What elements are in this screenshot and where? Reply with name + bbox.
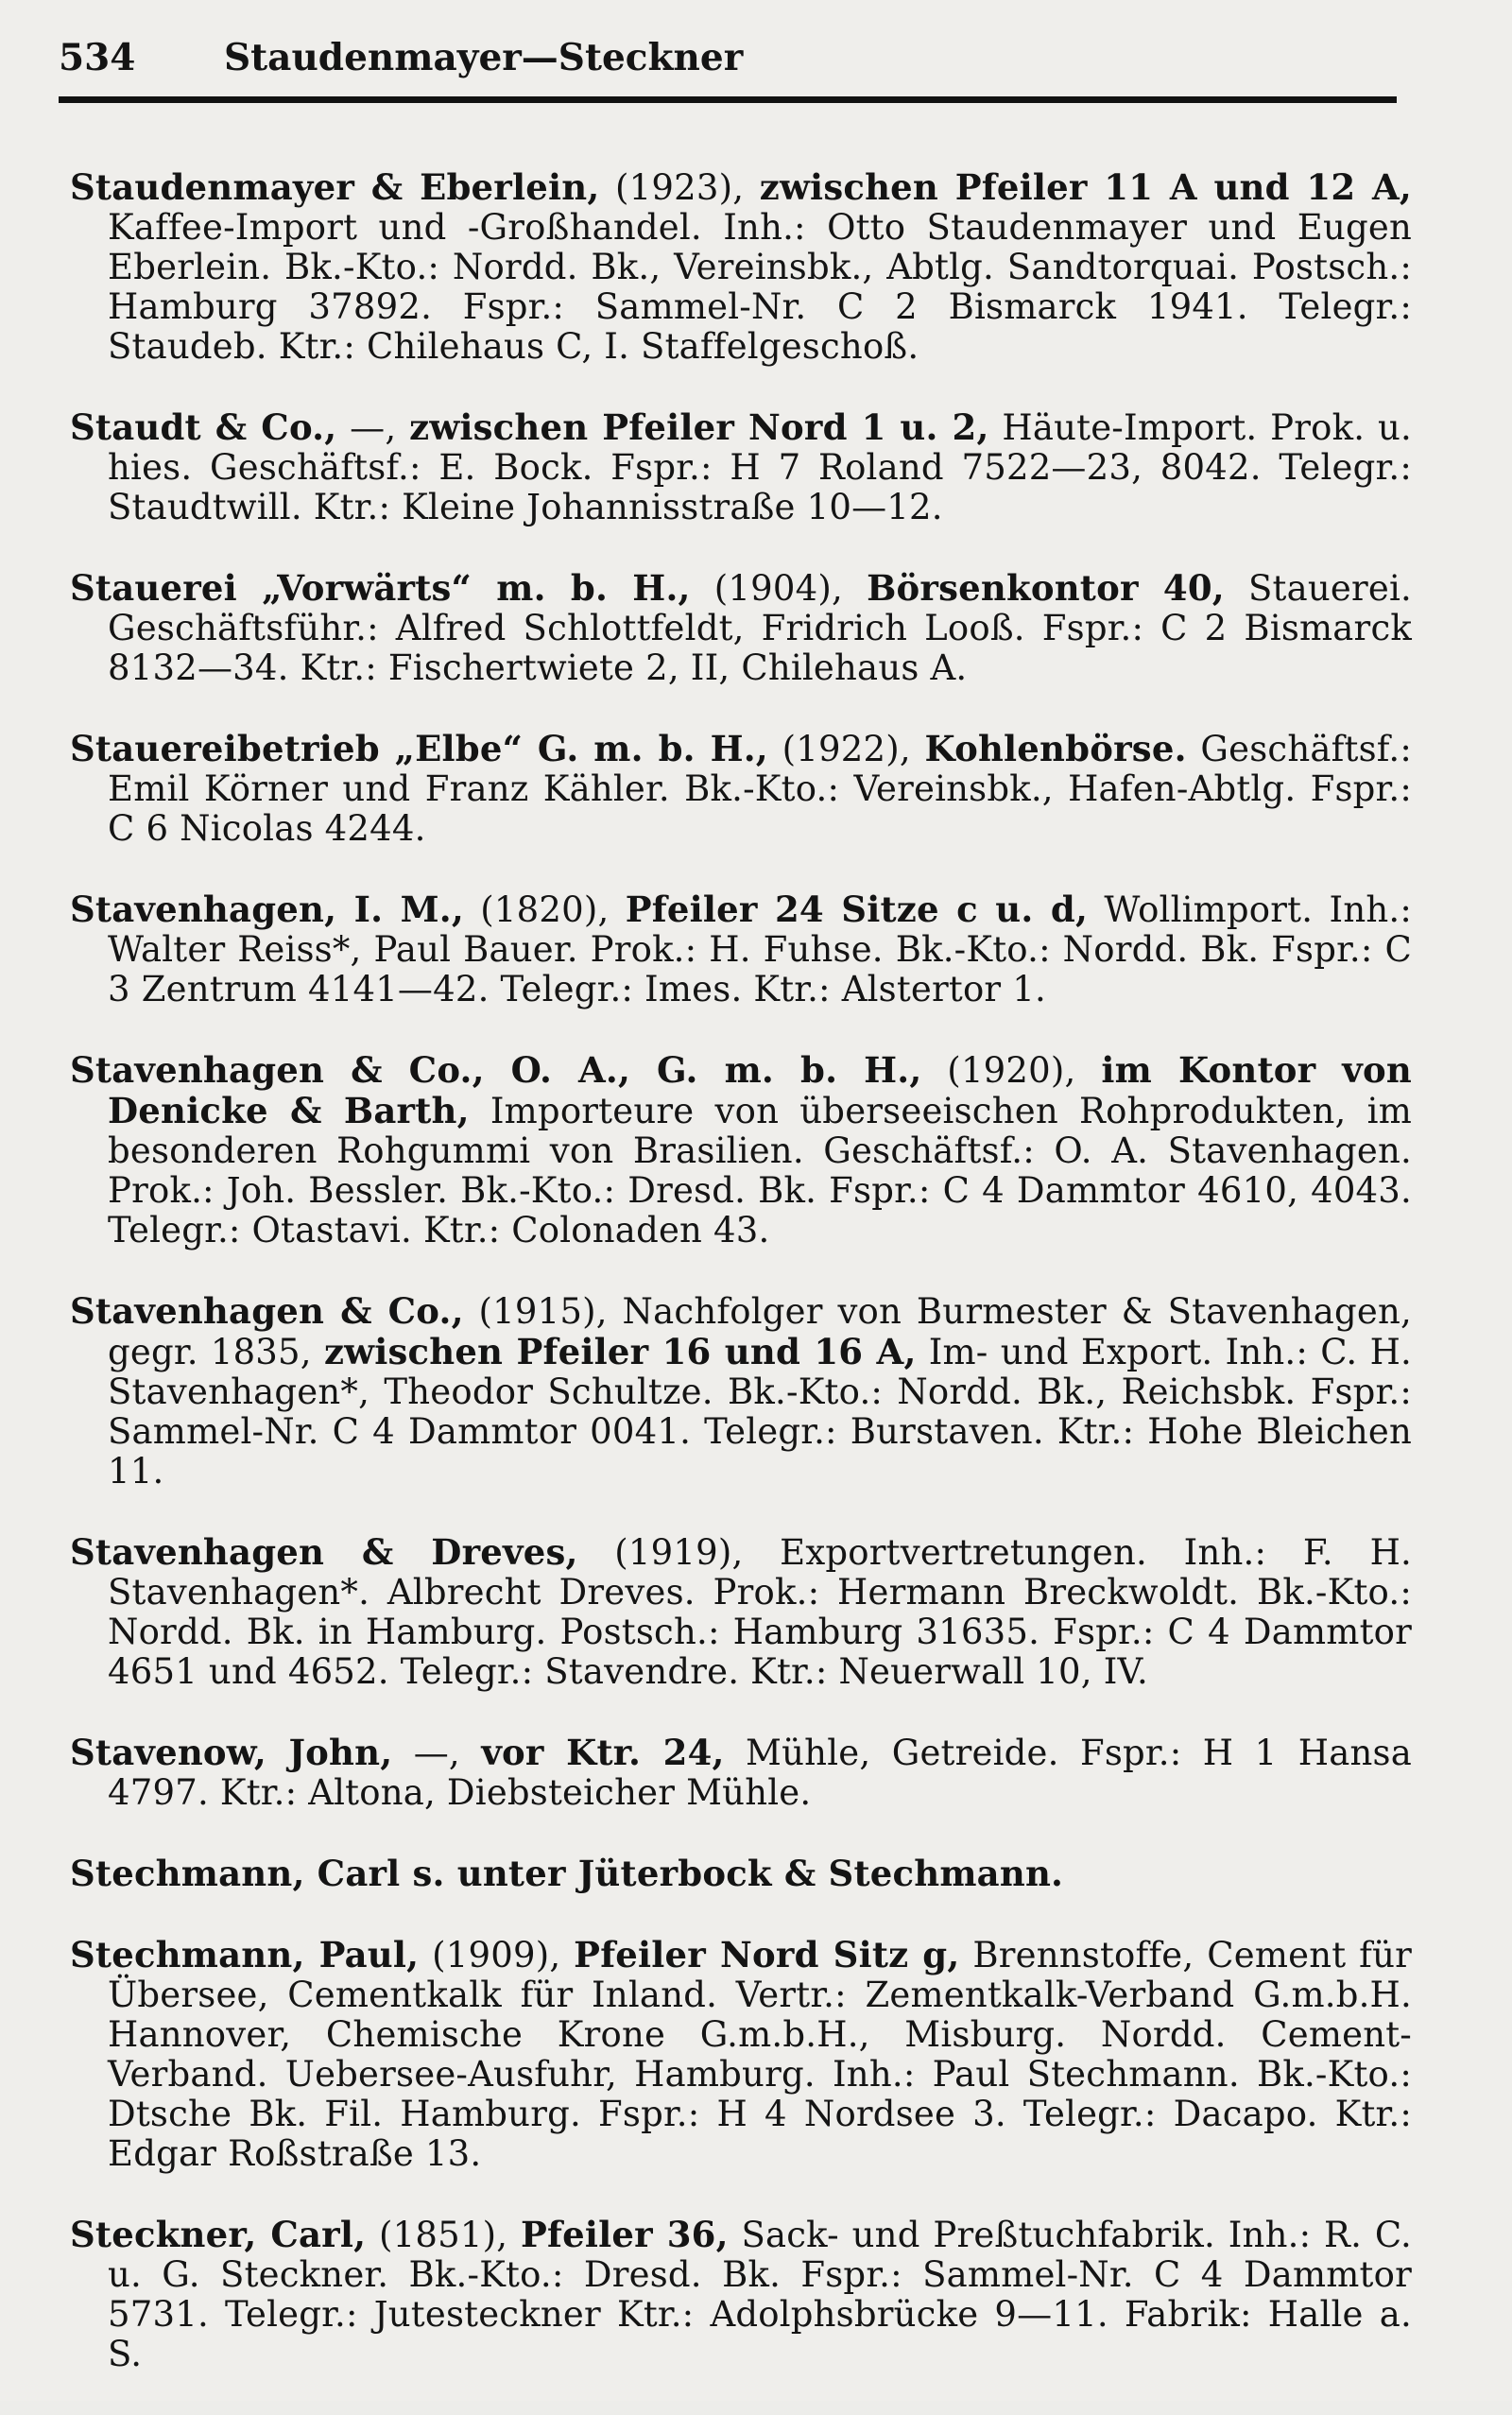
entry-location: zwischen Pfeiler 11 A und 12 A, — [759, 166, 1413, 208]
entry-name: Stavenhagen & Co., O. A., G. m. b. H., — [70, 1049, 922, 1091]
entry-location: Kohlenbörse. — [924, 728, 1187, 769]
entry-text: Importeure von überseeischen Rohprodukten, im besonderen Rohgummi von Brasilien. Geschäftsf.: O. A. Stavenhagen. Prok.: Joh. Bessler. Bk.-Kto.: Dresd. Bk. Fspr.: C 4 Dammtor 4610, 4043. Telegr.: Otastavi. Ktr.: Colonaden 43. — [108, 1091, 1412, 1251]
directory-entry — [70, 1291, 1412, 1492]
entry-text: Mühle, Getreide. Fspr.: H 1 Hansa 4797. Ktr.: Altona, Diebsteicher Mühle. — [108, 1733, 1412, 1813]
directory-entry — [70, 1935, 1412, 2174]
entry-text: Brennstoffe, Cement für Übersee, Cementkalk für Inland. Vertr.: Zementkalk-Verband G.m.b.H. Hannover, Chemische Krone G.m.b.H., Misburg. Nordd. Cement-Verband. Uebersee-Ausfuhr, Hamburg. Inh.: Paul Stechmann. Bk.-Kto.: Dtsche Bk. Fil. Hamburg. Fspr.: H 4 Nordsee 3. Telegr.: Dacapo. Ktr.: Edgar Roßstraße 13. — [108, 1935, 1412, 2174]
directory-entry — [70, 167, 1412, 367]
entry-name: Staudt & Co., — [70, 406, 337, 448]
directory-entry — [70, 1050, 1412, 1251]
entry-year: (1820), — [463, 889, 626, 930]
entry-location: vor Ktr. 24, — [481, 1732, 725, 1773]
entry-location: im Kontor von Denicke & Barth, — [108, 1049, 1412, 1131]
directory-entry — [70, 889, 1412, 1009]
entry-year: (1920), — [921, 1050, 1102, 1091]
entry-year: (1851), — [366, 2215, 521, 2255]
entry-year: (1909), — [419, 1935, 575, 1975]
entry-name: Stavenhagen, I. M., — [70, 888, 464, 930]
entry-location: Pfeiler 24 Sitze c u. d, — [625, 888, 1089, 930]
entry-text: Häute-Import. Prok. u. hies. Geschäftsf.: E. Bock. Fspr.: H 7 Roland 7522—23, 8042. Telegr.: Staudtwill. Ktr.: Kleine Johannisstraße 10—12. — [108, 407, 1413, 527]
entry-year: —, — [336, 407, 410, 448]
entry-text: Kaffee-Import und -Großhandel. Inh.: Otto Staudenmayer und Eugen Eberlein. Bk.-Kto.: Nordd. Bk., Vereinsbk., Abtlg. Sandtorquai. Postsch.: Hamburg 37892. Fspr.: Sammel-Nr. C 2 Bismarck 1941. Telegr.: Staudeb. Ktr.: Chilehaus C, I. Staffelgeschoß. — [108, 207, 1412, 367]
entry-location: Pfeiler Nord Sitz g, — [574, 1934, 960, 1975]
entry-location: Börsenkontor 40, — [867, 567, 1225, 609]
entry-location: zwischen Pfeiler 16 und 16 A, — [323, 1331, 917, 1372]
entry-year: —, — [392, 1733, 482, 1773]
entry-name: Stauereibetrieb „Elbe“ G. m. b. H., — [70, 728, 768, 769]
entry-name: Stavenow, John, — [70, 1732, 393, 1773]
page-number: 534 — [59, 36, 136, 79]
directory-entry — [70, 1733, 1412, 1813]
entry-name: Stavenhagen & Dreves, — [70, 1531, 578, 1573]
entry-text: Stauerei. Geschäftsführ.: Alfred Schlottfeldt, Fridrich Looß. Fspr.: C 2 Bismarck 8132—34. Ktr.: Fischertwiete 2, II, Chilehaus A. — [108, 568, 1412, 688]
entry-year: (1919), — [577, 1532, 781, 1573]
entry-year: (1923), — [599, 167, 760, 208]
directory-entry — [70, 1532, 1412, 1692]
entry-name: Stauerei „Vorwärts“ m. b. H., — [70, 567, 691, 609]
entry-text: Sack- und Preßtuchfabrik. Inh.: R. C. u. G. Steckner. Bk.-Kto.: Dresd. Bk. Fspr.: Sammel-Nr. C 4 Dammtor 5731. Telegr.: Jutesteckner Ktr.: Adolphsbrücke 9—11. Fabrik: Halle a. S. — [108, 2215, 1412, 2374]
running-title: Staudenmayer—Steckner — [224, 36, 744, 79]
entry-name: Staudenmayer & Eberlein, — [70, 166, 600, 208]
entry-name: Stechmann, Paul, — [70, 1934, 420, 1975]
header-rule — [59, 96, 1397, 103]
entry-name: Stechmann, Carl s. unter Jüterbock & Stechmann. — [70, 1853, 1064, 1894]
entry-text: Im- und Export. Inh.: C. H. Stavenhagen*, Theodor Schultze. Bk.-Kto.: Nordd. Bk., Reichsbk. Fspr.: Sammel-Nr. C 4 Dammtor 0041. Telegr.: Burstaven. Ktr.: Hohe Bleichen 11. — [108, 1332, 1412, 1492]
entry-location: Pfeiler 36, — [520, 2214, 729, 2255]
entry-text: Geschäftsf.: Emil Körner und Franz Kähler. Bk.-Kto.: Vereinsbk., Hafen-Abtlg. Fspr.: C 6 Nicolas 4244. — [108, 729, 1412, 849]
directory-entry — [70, 1854, 1412, 1894]
directory-entry — [70, 568, 1412, 688]
entry-year: (1904), — [690, 568, 868, 609]
entry-text: Exportvertretungen. Inh.: F. H. Stavenhagen*. Albrecht Dreves. Prok.: Hermann Breckwoldt. Bk.-Kto.: Nordd. Bk. in Hamburg. Postsch.: Hamburg 31635. Fspr.: C 4 Dammtor 4651 und 4652. Telegr.: Stavendre. Ktr.: Neuerwall 10, IV. — [108, 1532, 1412, 1692]
entry-location: zwischen Pfeiler Nord 1 u. 2, — [409, 406, 989, 448]
entry-year: (1915), Nachfolger von Burmester & Stavenhagen, gegr. 1835, — [108, 1291, 1413, 1372]
directory-entry — [70, 2215, 1412, 2374]
entry-year: (1922), — [767, 729, 925, 769]
directory-entry — [70, 729, 1412, 849]
entry-text: Wollimport. Inh.: Walter Reiss*, Paul Bauer. Prok.: H. Fuhse. Bk.-Kto.: Nordd. Bk. Fspr.: C 3 Zentrum 4141—42. Telegr.: Imes. Ktr.: Alstertor 1. — [108, 889, 1413, 1009]
entry-name: Steckner, Carl, — [70, 2214, 367, 2255]
directory-entry — [70, 407, 1412, 527]
entry-name: Stavenhagen & Co., — [70, 1290, 464, 1332]
entry-list — [70, 132, 1412, 2415]
running-head — [59, 36, 1400, 93]
